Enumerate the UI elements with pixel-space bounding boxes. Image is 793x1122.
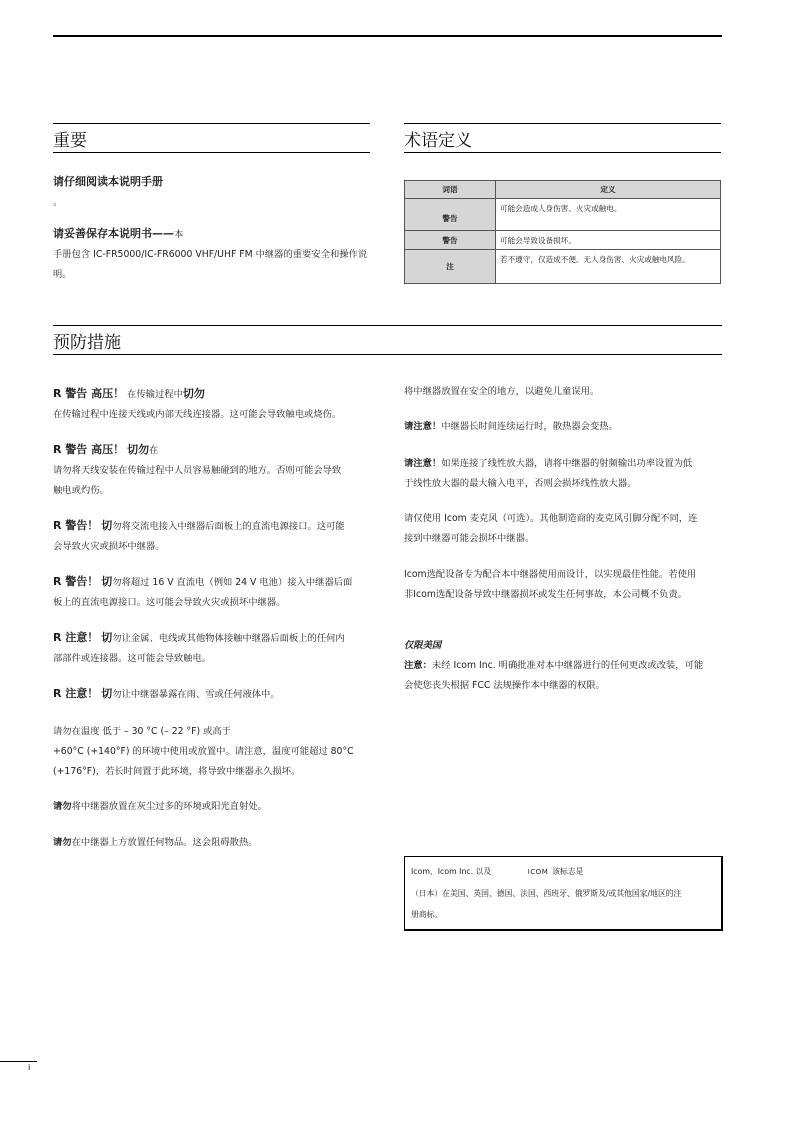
important-p1-bold: 请仔细阅读本说明手册 — [53, 175, 163, 188]
dust-note — [53, 797, 373, 817]
precaution-1-mid: 在传输过程中 — [127, 389, 183, 400]
precautions-title-rule-top — [53, 325, 722, 326]
precaution-1 — [53, 384, 373, 425]
icom-logo: ICOM — [527, 868, 549, 876]
usa-note-rest: 未经 Icom Inc. 明确批准对本中继器进行的任何更改或改装，可能 — [431, 660, 704, 671]
dust-note-bold: 请勿 — [53, 801, 72, 812]
page-number: i — [28, 1063, 31, 1072]
precaution-6 — [53, 684, 373, 705]
important-p2-text: 手册包含 IC-FR5000/IC-FR6000 VHF/UHF FM 中继器的重要安全和操作说 — [53, 249, 368, 260]
right-note-2 — [404, 417, 724, 437]
definitions-table — [404, 180, 721, 284]
trademark-line-1a: Icom、Icom Inc. 以及 — [411, 867, 492, 876]
table-row — [405, 231, 721, 250]
precaution-3-mid: 勿将交流电接入中继器后面板上的直流电源接口。这可能 — [112, 521, 345, 532]
footer-rule — [0, 1061, 37, 1062]
definitions-title: 术语定义 — [404, 131, 472, 151]
important-p1-rest: 。 — [53, 197, 63, 208]
important-p2-bold: 请妥善保存本说明书—— — [53, 227, 174, 240]
precaution-2-line2: 请勿将天线安装在传输过程中人员容易触碰到的地方。否则可能会导致 — [53, 465, 342, 476]
temperature-line-1: 请勿在温度 低于 – 30 °C (– 22 °F) 或高于 — [53, 726, 231, 737]
right-note-4-line1: 请仅使用 Icom 麦克风（可选）。其他制造商的麦克风引脚分配不同，连 — [404, 513, 698, 524]
precaution-5-strong: 切 — [101, 631, 113, 644]
term-cell: 警告 — [405, 199, 496, 231]
precaution-3-line2: 会导致火灾或损坏中继器。 — [53, 541, 165, 552]
trademark-box — [404, 856, 723, 931]
temperature-line-3: (+176°F)，若长时间置于此环境，将导致中继器永久损坏。 — [53, 766, 301, 777]
precaution-5-mid: 勿让金属、电线或其他物体接触中继器后面板上的任何内 — [112, 633, 345, 644]
precaution-2 — [53, 440, 373, 501]
top-note-rest: 在中继器上方放置任何物品。这会阻碍散热。 — [71, 837, 258, 848]
right-note-5 — [404, 565, 724, 605]
right-note-2-rest: 中继器长时间连续运行时，散热器会变热。 — [441, 421, 618, 432]
definition-cell: 可能会导致设备损坏。 — [496, 231, 721, 250]
temperature-note — [53, 722, 373, 782]
top-rule — [53, 35, 722, 37]
precaution-1-strong: 切勿 — [182, 387, 205, 400]
table-row — [405, 250, 721, 284]
dust-note-rest: 将中继器放置在灰尘过多的环境或阳光直射处。 — [71, 801, 267, 812]
usa-note — [404, 636, 724, 696]
precaution-1-line2: 在传输过程中连接天线或内部天线连接器。这可能会导致触电或烧伤。 — [53, 409, 342, 420]
trademark-line-2: （日本）在美国、英国、德国、法国、西班牙、俄罗斯及/或其他国家/地区的注 — [411, 889, 682, 898]
precaution-3 — [53, 516, 373, 557]
precaution-2-line3: 触电或灼伤。 — [53, 485, 109, 496]
important-p2-tail: 本 — [174, 229, 184, 240]
precaution-3-lead: R 警告！ — [53, 519, 99, 532]
precaution-2-strong: 切勿 — [127, 443, 150, 456]
precaution-4-strong: 切 — [101, 575, 113, 588]
precaution-4-mid: 勿将超过 16 V 直流电（例如 24 V 电池）接入中继器后面 — [112, 577, 353, 588]
precaution-5-lead: R 注意！ — [53, 631, 99, 644]
precaution-3-strong: 切 — [101, 519, 113, 532]
precaution-5-line2: 部部件或连接器。这可能会导致触电。 — [53, 653, 212, 664]
table-row — [405, 199, 721, 231]
important-title: 重要 — [53, 131, 87, 151]
precaution-6-mid: 勿让中继器暴露在雨、雪或任何液体中。 — [112, 689, 280, 700]
trademark-line-1b: 该标志是 — [552, 867, 584, 876]
trademark-line-3: 册商标。 — [411, 910, 443, 919]
usa-note-line2: 会使您丧失根据 FCC 法规操作本中继器的权限。 — [404, 680, 605, 691]
important-title-rule-bottom — [53, 152, 370, 153]
important-para-2 — [53, 224, 373, 285]
important-title-rule-top — [53, 123, 370, 124]
important-p2-text2: 明。 — [53, 269, 72, 280]
term-cell: 警告 — [405, 231, 496, 250]
definitions-title-rule-bottom — [404, 152, 721, 153]
usa-heading: 仅限美国 — [404, 640, 442, 651]
precaution-6-lead: R 注意！ — [53, 687, 99, 700]
definition-cell: 可能会造成人身伤害、火灾或触电。 — [496, 199, 721, 231]
definitions-title-rule-top — [404, 123, 721, 124]
important-para-1 — [53, 172, 163, 213]
top-note-bold: 请勿 — [53, 837, 72, 848]
right-note-1: 将中继器放置在安全的地方，以避免儿童误用。 — [404, 386, 600, 397]
trademark-text — [411, 861, 717, 925]
right-note-5-line2: 非Icom选配设备导致中继器损坏或发生任何事故，本公司概不负责。 — [404, 589, 687, 600]
right-note-3 — [404, 454, 724, 494]
right-note-4 — [404, 509, 724, 549]
top-placement-note — [53, 833, 373, 853]
right-note-3-bold: 请注意！ — [404, 458, 442, 469]
temperature-line-2: +60°C (+140°F) 的环境中使用或放置中。请注意，温度可能超过 80°C — [53, 746, 354, 757]
precaution-4-line2: 板上的直流电源接口。这可能会导致火灾或损坏中继器。 — [53, 597, 286, 608]
term-cell: 注 — [405, 250, 496, 284]
right-note-3-line2: 于线性放大器的最大输入电平，否则会损坏线性放大器。 — [404, 478, 637, 489]
precaution-4-lead: R 警告！ — [53, 575, 99, 588]
definitions-header-def: 定义 — [496, 181, 721, 199]
precaution-2-lead: R 警告 高压！ — [53, 443, 125, 456]
precautions-title: 预防措施 — [53, 333, 121, 353]
precautions-title-rule-bottom — [53, 354, 722, 355]
precaution-1-lead: R 警告 高压！ — [53, 387, 125, 400]
definitions-header-row — [405, 181, 721, 199]
right-note-3-rest: 如果连接了线性放大器，请将中继器的射频输出功率设置为低 — [441, 458, 693, 469]
precaution-5 — [53, 628, 373, 669]
definition-cell: 若不遵守，仅造成不便。无人身伤害、火灾或触电风险。 — [496, 250, 721, 284]
right-note-2-bold: 请注意！ — [404, 421, 442, 432]
definitions-header-term: 词语 — [405, 181, 496, 199]
precaution-6-strong: 切 — [101, 687, 113, 700]
right-note-4-line2: 接到中继器可能会损坏中继器。 — [404, 533, 535, 544]
precaution-4 — [53, 572, 373, 613]
usa-note-bold: 注意： — [404, 660, 432, 671]
right-note-5-line1: Icom选配设备专为配合本中继器使用而设计，以实现最佳性能。若使用 — [404, 569, 697, 580]
precaution-2-mid: 在 — [149, 445, 159, 456]
